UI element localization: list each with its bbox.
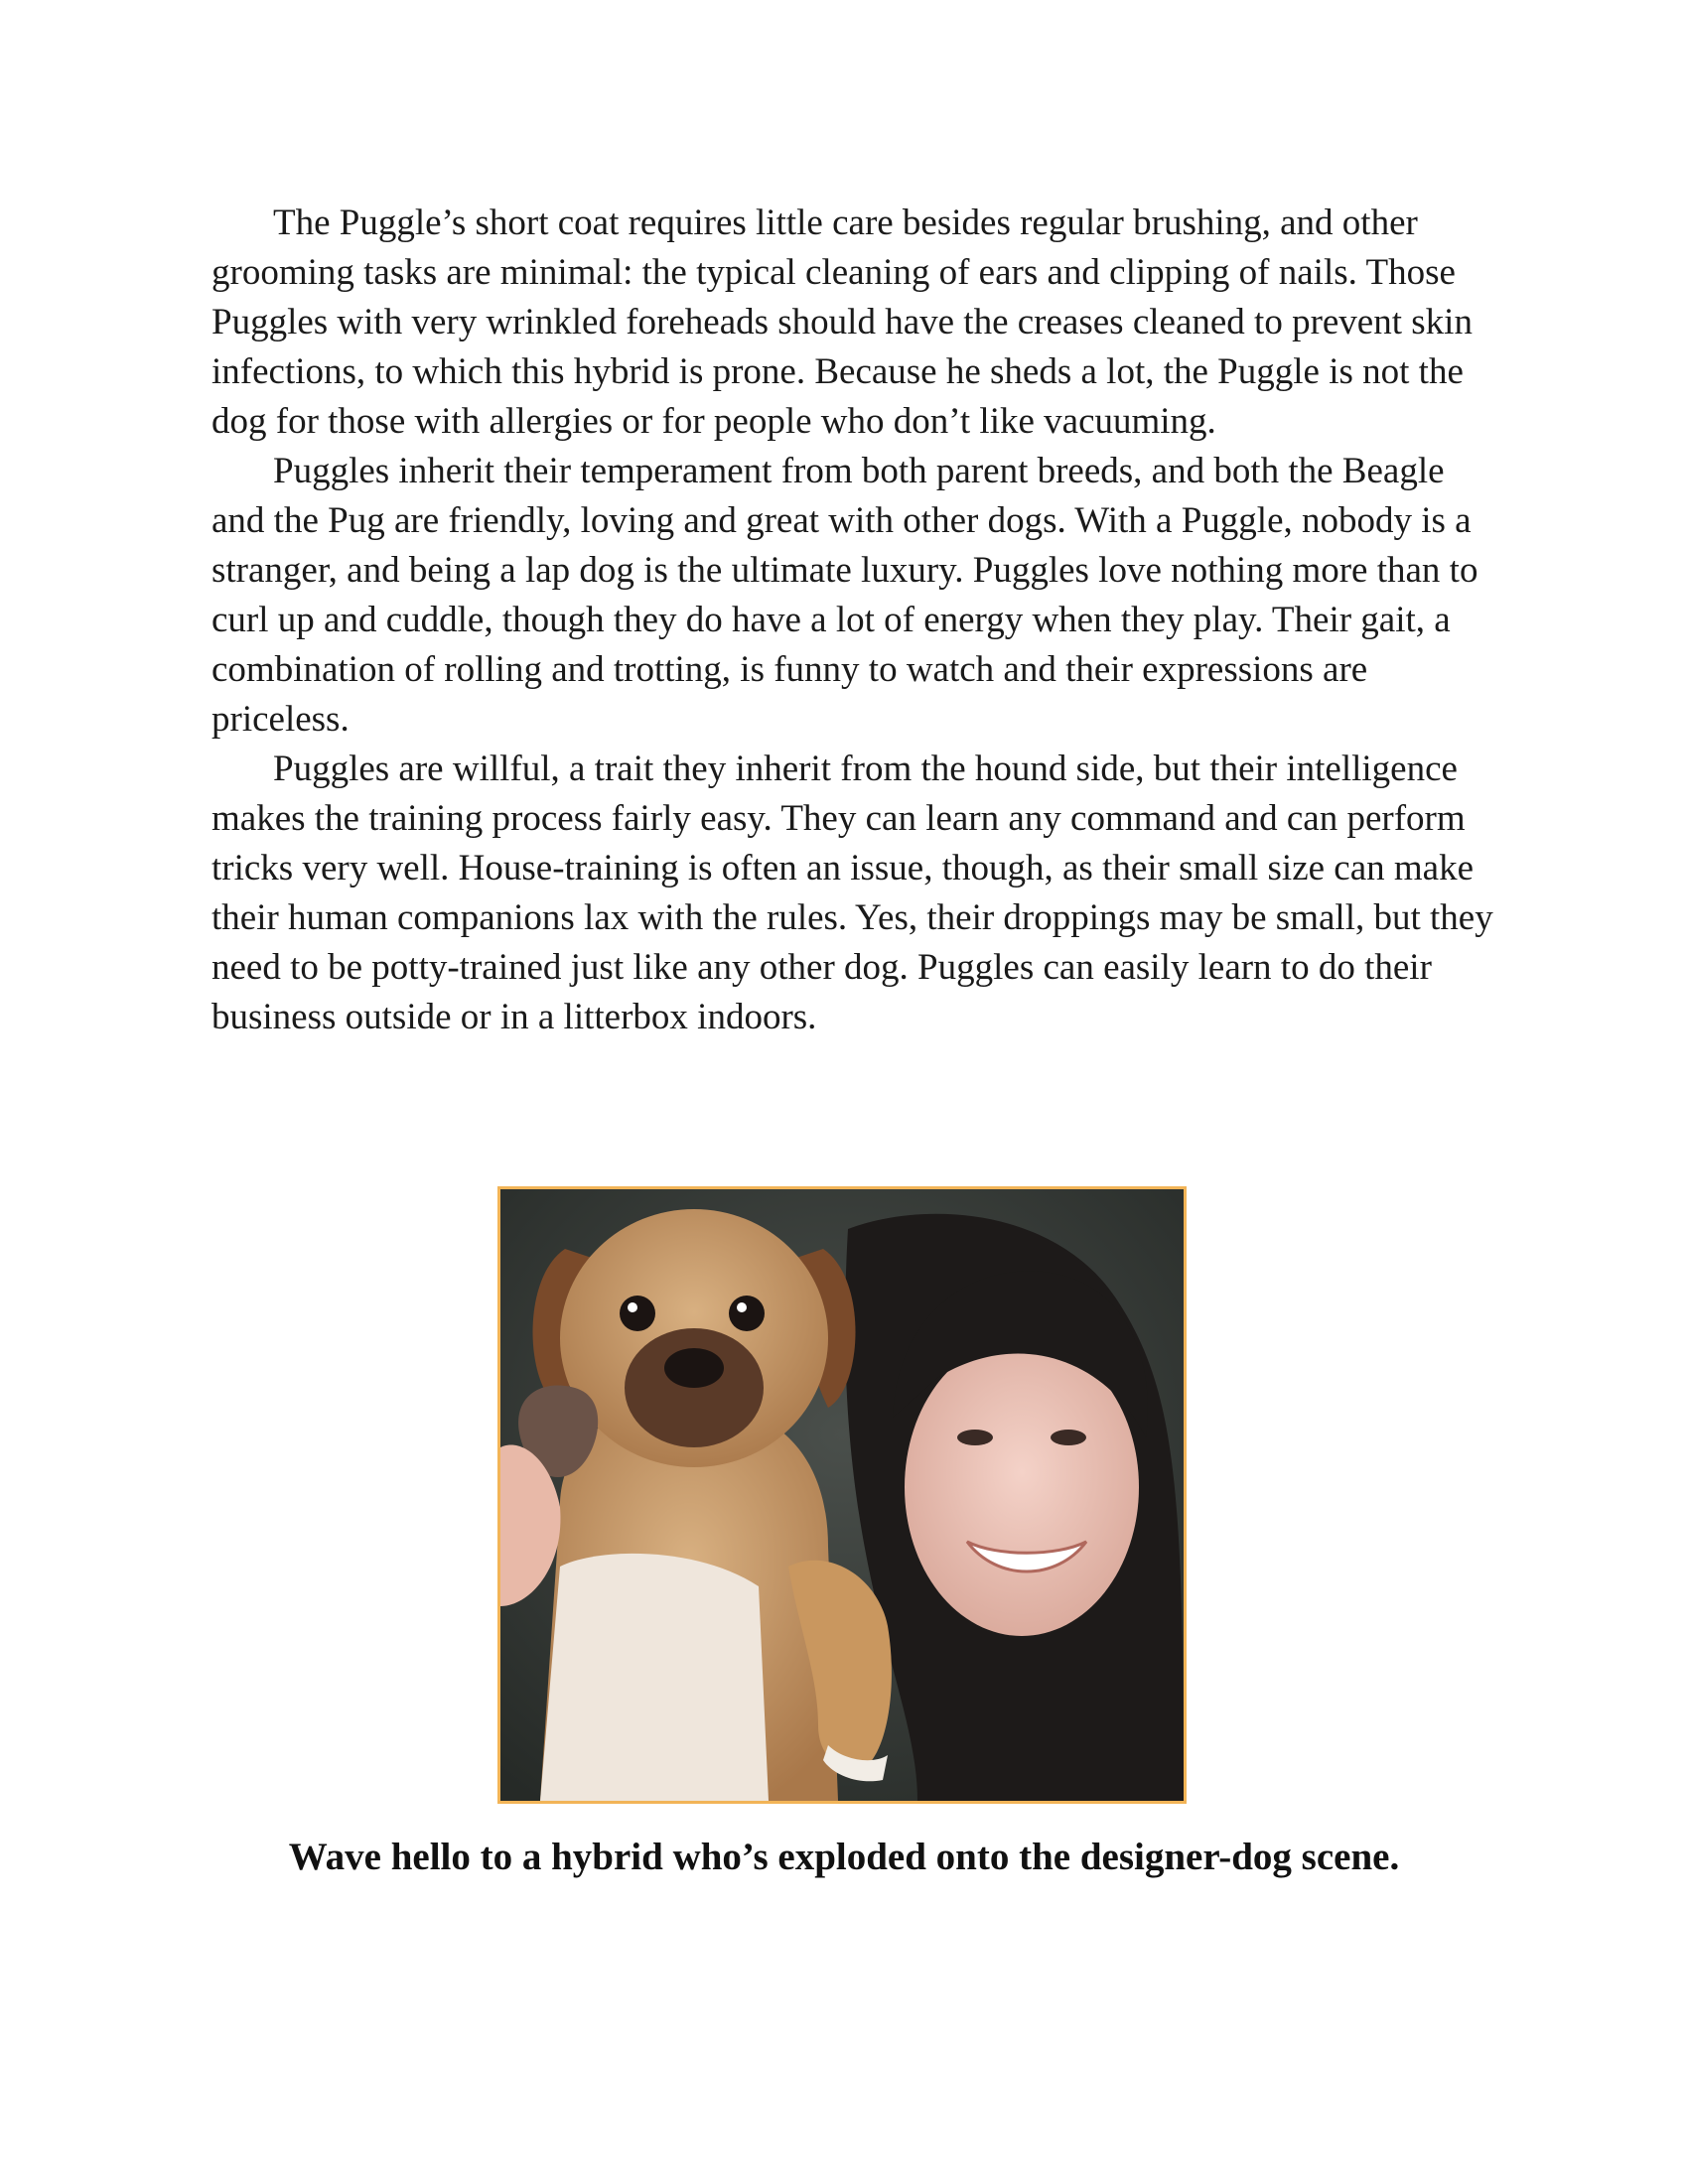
photo-caption: Wave hello to a hybrid who’s exploded onto the designer-dog scene. xyxy=(288,1836,1400,1878)
photo-puggle-and-girl xyxy=(497,1186,1187,1804)
paragraph-grooming: The Puggle’s short coat requires little care besides regular brushing, and other grooming tasks are minimal: the typical cleaning of ears and clipping of nails. Those Puggles with very wrinkled foreheads should have the creases cleaned to prevent skin infections, to which this hybrid is prone. Because he sheds a lot, the Puggle is not the dog for those with allergies or for people who don’t like vacuuming. xyxy=(211,203,1473,442)
photo-illustration xyxy=(500,1189,1184,1801)
paragraph-temperament: Puggles inherit their temperament from both parent breeds, and both the Beagle and the Pug are friendly, loving and great with other dogs. With a Puggle, nobody is a stranger, and being a lap dog is the ultimate luxury. Puggles love nothing more than to curl up and cuddle, though they do have a lot of energy when they play. Their gait, a combination of rolling and trotting, is funny to watch and their expressions are priceless. xyxy=(211,451,1478,740)
body-text xyxy=(211,199,1502,1042)
paragraph-training: Puggles are willful, a trait they inherit from the hound side, but their intelligence makes the training process fairly easy. They can learn any command and can perform tricks very well. House-training is often an issue, though, as their small size can make their human companions lax with the rules. Yes, their droppings may be small, but they need to be potty-trained just like any other dog. Puggles can easily learn to do their business outside or in a litterbox indoors. xyxy=(211,749,1493,1037)
